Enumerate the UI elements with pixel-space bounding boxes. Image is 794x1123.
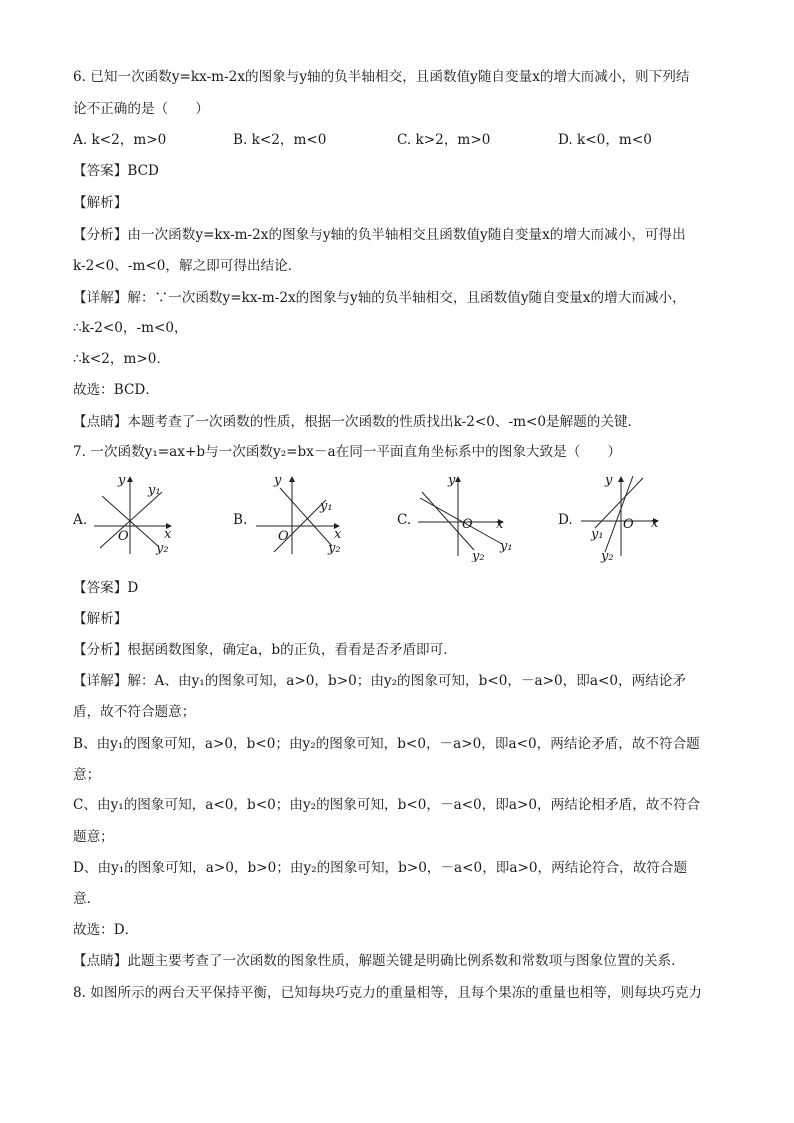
graph-a-y1-label: y₁: [148, 483, 161, 498]
graph-a-label: A.: [73, 512, 88, 528]
graph-a: [90, 470, 180, 558]
graph-d-x-label: x: [651, 516, 659, 531]
q6-comment: 【点睛】本题考查了一次函数的性质，根据一次函数的性质找出k-2<0、-m<0是解题的关键．: [73, 414, 642, 430]
q6-option-b: B. k<2，m<0: [233, 132, 327, 148]
graph-a-y-label: y: [118, 473, 126, 488]
graph-c-y2-label: y₂: [472, 549, 485, 562]
q6-analysis-line1: 【分析】由一次函数y=kx-m-2x的图象与y轴的负半轴相交且函数值y随自变量x的增大而减小，可得出: [73, 227, 686, 243]
q6-option-d: D. k<0，m<0: [558, 132, 652, 148]
q6-answer: 【答案】BCD: [73, 163, 159, 179]
graph-b-y2-label: y₂: [328, 541, 341, 556]
q7-comment: 【点睛】此题主要考查了一次函数的图象性质，解题关键是明确比例系数和常数项与图象位置的关系．: [73, 953, 685, 969]
graph-b-y1-label: y₁: [320, 499, 333, 514]
graph-b-origin-label: O: [278, 529, 289, 544]
graph-c-origin-label: O: [462, 517, 473, 532]
graph-c-x-label: x: [496, 517, 504, 532]
q7-detail-c-line1: C、由y₁的图象可知，a<0，b<0；由y₂的图象可知，b<0，－a<0，即a>0，两结论相矛盾，故不符合: [73, 797, 701, 813]
q7-answer: 【答案】D: [73, 580, 139, 596]
q6-jiexi: 【解析】: [73, 195, 128, 211]
graph-c-y1-label: y₁: [500, 539, 513, 554]
graph-d-y1-label: y₁: [591, 527, 604, 542]
q7-detail-a-line1: 【详解】解：A、由y₁的图象可知，a>0，b>0；由y₂的图象可知，b<0，－a>0，即a<0，两结论矛: [73, 673, 686, 689]
graph-b: [250, 470, 350, 558]
graph-b-x-label: x: [334, 527, 342, 542]
graph-c: [412, 470, 522, 562]
graph-b-label: B.: [233, 512, 248, 528]
q7-detail-b-line2: 意；: [73, 767, 101, 783]
q7-jiexi: 【解析】: [73, 611, 128, 627]
graph-d: [575, 470, 675, 564]
q6-stem-line1: 6. 已知一次函数y=kx-m-2x的图象与y轴的负半轴相交，且函数值y随自变量x的增大而减小，则下列结: [73, 69, 690, 85]
graph-d-origin-label: O: [623, 517, 634, 532]
q6-analysis-line2: k-2<0、-m<0，解之即可得出结论．: [73, 258, 302, 274]
graph-b-y-label: y: [274, 473, 282, 488]
q7-detail-d-line1: D、由y₁的图象可知，a>0，b>0；由y₂的图象可知，b>0，－a<0，即a>0，两结论符合，故符合题: [73, 860, 688, 876]
q7-detail-c-line2: 题意；: [73, 829, 114, 845]
q6-detail-line2: ∴k-2<0，-m<0，: [73, 320, 188, 336]
q7-stem: 7. 一次函数y₁=ax+b与一次函数y₂=bx－a在同一平面直角坐标系中的图象大致是（ ）: [73, 444, 622, 460]
graph-c-label: C.: [397, 512, 412, 528]
q6-detail-line1: 【详解】解：∵一次函数y=kx-m-2x的图象与y轴的负半轴相交，且函数值y随自变量x的增大而减小，: [73, 290, 686, 306]
q6-choose: 故选：BCD．: [73, 382, 159, 398]
q8-stem: 8. 如图所示的两台天平保持平衡，已知每块巧克力的重量相等，且每个果冻的重量也相等，则每块巧克力: [73, 985, 703, 1001]
graph-a-origin-label: O: [118, 529, 129, 544]
q7-detail-d-line2: 意．: [73, 891, 101, 907]
q7-analysis: 【分析】根据函数图象，确定a，b的正负，看看是否矛盾即可．: [73, 642, 457, 658]
q6-option-c: C. k>2，m>0: [397, 132, 491, 148]
graph-a-y2-label: y₂: [156, 541, 169, 556]
graph-d-y2-label: y₂: [601, 549, 614, 564]
q7-detail-b-line1: B、由y₁的图象可知，a>0，b<0；由y₂的图象可知，b<0，－a>0，即a<0，两结论矛盾，故不符合题: [73, 736, 700, 752]
graph-c-y-label: y: [448, 473, 456, 488]
q7-choose: 故选：D．: [73, 922, 139, 938]
q6-detail-line3: ∴k<2，m>0．: [73, 351, 171, 367]
q6-stem-line2: 论不正确的是（ ）: [73, 101, 209, 117]
graph-d-y-label: y: [605, 473, 613, 488]
q6-option-a: A. k<2，m>0: [73, 132, 167, 148]
graph-a-x-label: x: [164, 527, 172, 542]
q7-detail-a-line2: 盾，故不符合题意；: [73, 704, 196, 720]
graph-d-label: D.: [558, 512, 573, 528]
